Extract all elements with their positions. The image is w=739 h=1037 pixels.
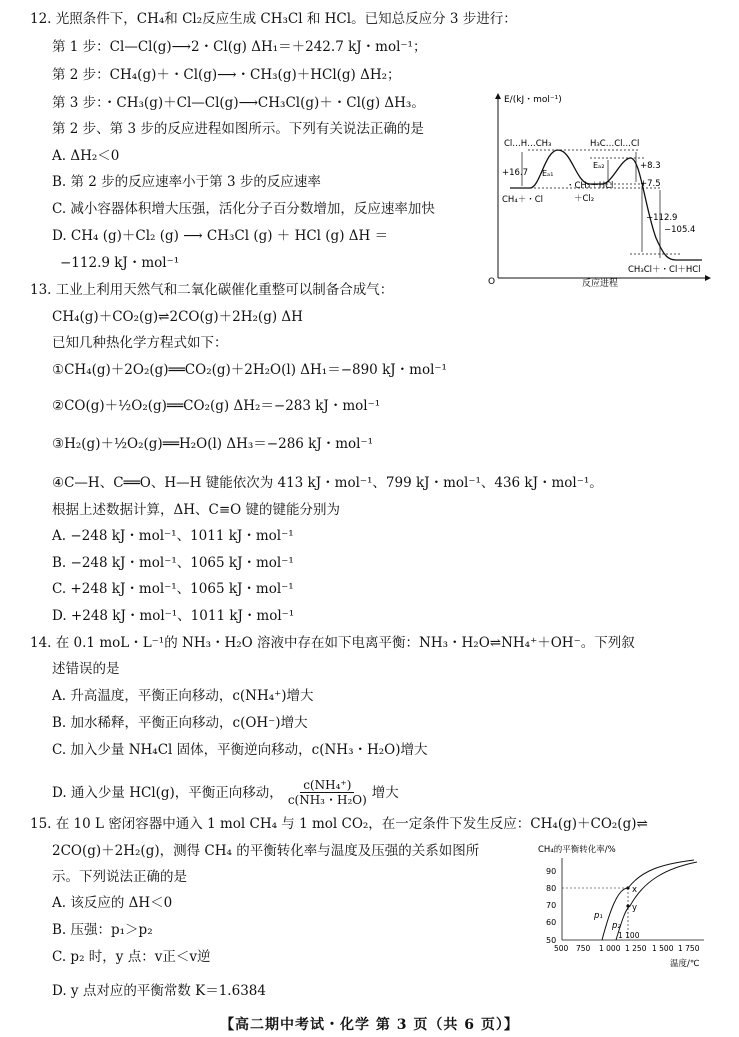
q13-known: 已知几种热化学方程式如下： [52,335,228,351]
q15-option-d: D. y 点对应的平衡常数 K＝1.6384 [52,983,266,999]
q12-option-d-cont: −112.9 kJ・mol⁻¹ [60,255,180,271]
diagram-v2: +8.3 [640,161,661,171]
conversion-chart [532,840,712,975]
q15-stem-1: 15. 在 10 L 密闭容器中通入 1 mol CH₄ 与 1 mol CO₂，在一定条件下发生反应：CH₄(g)＋CO₂(g)⇌ [30,816,648,832]
q14-option-d [52,778,399,807]
diagram-ea1: Eₐ₁ [542,169,554,178]
q14-frac-den: c(NH₃・H₂O) [287,793,367,807]
chart-y-tick-60: 60 [546,918,557,927]
diagram-y-label: E/(kJ・mol⁻¹) [504,95,562,105]
q13-ask: 根据上述数据计算，ΔH、C≡O 键的键能分别为 [52,502,341,518]
diagram-mid2: ＋Cl₂ [574,194,595,204]
q13-reaction-3: ③H₂(g)＋½O₂(g)══H₂O(l) ΔH₃＝−286 kJ・mol⁻¹ [52,436,374,452]
q12-option-b: B. 第 2 步的反应速率小于第 3 步的反应速率 [52,174,321,190]
q14-option-d-text: D. 通入少量 HCl(g)，平衡正向移动， [52,784,283,801]
diagram-x-label: 反应进程 [582,279,619,288]
chart-curve-p1: p₁ [594,911,603,921]
q14-stem-1: 14. 在 0.1 moL・L⁻¹的 NH₃・H₂O 溶液中存在如下电离平衡：NH₃・H₂O⇌NH₄⁺＋OH⁻。下列叙 [30,635,635,651]
chart-x-tick-1250: 1 250 [625,944,647,953]
q13-option-c: C. +248 kJ・mol⁻¹、1065 kJ・mol⁻¹ [52,581,294,597]
diagram-v5: −105.4 [664,225,696,235]
diagram-start: CH₄＋・Cl [502,195,544,205]
diagram-origin: O [488,277,496,287]
q14-option-c: C. 加入少量 NH₄Cl 固体，平衡逆向移动，c(NH₃・H₂O)增大 [52,742,428,758]
q14-option-a: A. 升高温度，平衡正向移动，c(NH₄⁺)增大 [52,688,314,704]
chart-curve-p2: p₂ [612,921,621,931]
q12-intro: 第 2 步、第 3 步的反应进程如图所示。下列有关说法正确的是 [52,121,424,137]
page-footer: 【高二期中考试・化学 第 3 页（共 6 页）】 [220,1017,519,1033]
q13-reaction-2: ②CO(g)＋½O₂(g)══CO₂(g) ΔH₂＝−283 kJ・mol⁻¹ [52,398,381,414]
q12-step3: 第 3 步：・CH₃(g)＋Cl—Cl(g)⟶CH₃Cl(g)＋・Cl(g) ΔH₃。 [52,95,425,111]
diagram-v3: +7.5 [640,179,661,189]
q12-step2: 第 2 步：CH₄(g)＋・Cl(g)⟶・CH₃(g)＋HCl(g) ΔH₂； [52,67,401,83]
chart-y-tick-70: 70 [546,901,557,910]
chart-point-y: y [632,903,638,913]
chart-point-x: x [632,885,638,895]
q14-option-d-tail: 增大 [371,784,399,801]
q15-stem-3: 示。下列说法正确的是 [52,869,187,885]
q13-equation: CH₄(g)＋CO₂(g)⇌2CO(g)＋2H₂(g) ΔH [52,309,303,325]
energy-diagram [480,88,715,288]
q13-reaction-4: ④C—H、C══O、H—H 键能依次为 413 kJ・mol⁻¹、799 kJ・mol⁻¹、436 kJ・mol⁻¹。 [52,475,603,491]
q12-option-c: C. 减小容器体积增大压强，活化分子百分数增加，反应速率加快 [52,201,435,217]
q14-option-b: B. 加水稀释，平衡正向移动，c(OH⁻)增大 [52,715,308,731]
diagram-ts1: Cl…H…CH₃ [504,139,552,149]
chart-y-label: CH₄的平衡转化率/% [538,845,616,855]
q14-frac-num: c(NH₄⁺) [300,778,354,793]
diagram-ts2: H₃C…Cl…Cl [590,139,640,149]
q13-reaction-1: ①CH₄(g)＋2O₂(g)══CO₂(g)＋2H₂O(l) ΔH₁＝−890 kJ・mol⁻¹ [52,362,447,378]
q13-option-d: D. +248 kJ・mol⁻¹、1011 kJ・mol⁻¹ [52,608,295,624]
q12-option-a: A. ΔH₂＜0 [52,148,120,164]
chart-x-tick-1000: 1 000 [599,944,621,953]
chart-x-tick-750: 750 [576,944,591,953]
chart-x-tick-1750: 1 750 [678,944,700,953]
q13-option-b: B. −248 kJ・mol⁻¹、1065 kJ・mol⁻¹ [52,555,294,571]
q12-option-d: D. CH₄ (g)＋Cl₂ (g) ⟶ CH₃Cl (g) ＋ HCl (g) ΔH ＝ [52,228,389,244]
chart-y-tick-80: 80 [546,884,557,893]
chart-y-tick-50: 50 [546,936,557,945]
q15-option-c: C. p₂ 时，y 点：v正＜v逆 [52,949,211,965]
chart-x-tick-500: 500 [554,944,569,953]
q12-step1: 第 1 步：Cl—Cl(g)⟶2・Cl(g) ΔH₁＝＋242.7 kJ・mol⁻¹； [52,39,427,55]
q14-stem-2: 述错误的是 [52,661,120,677]
chart-x-tick-1500: 1 500 [652,944,674,953]
diagram-end: CH₃Cl＋・Cl＋HCl [628,265,701,275]
diagram-v1: +16.7 [502,168,529,178]
q15-option-b: B. 压强：p₁＞p₂ [52,922,153,938]
q13-stem: 13. 工业上利用天然气和二氧化碳催化重整可以制备合成气： [30,282,394,298]
chart-x-label: 温度/℃ [670,959,700,969]
chart-extra-tick: 1 100 [618,931,640,940]
q15-option-a: A. 该反应的 ΔH＜0 [52,895,173,911]
q12-stem: 12. 光照条件下，CH₄和 Cl₂反应生成 CH₃Cl 和 HCl。已知总反应分 3 步进行： [30,11,517,27]
chart-y-tick-90: 90 [546,867,557,876]
q13-option-a: A. −248 kJ・mol⁻¹、1011 kJ・mol⁻¹ [52,528,294,544]
q15-stem-2: 2CO(g)＋2H₂(g)，测得 CH₄ 的平衡转化率与温度及压强的关系如图所 [52,843,480,859]
diagram-v4: −112.9 [646,213,678,223]
q14-fraction [285,778,370,807]
diagram-ea2: Eₐ₂ [593,161,605,170]
diagram-mid1: ・CH₃＋HCl [566,181,614,191]
